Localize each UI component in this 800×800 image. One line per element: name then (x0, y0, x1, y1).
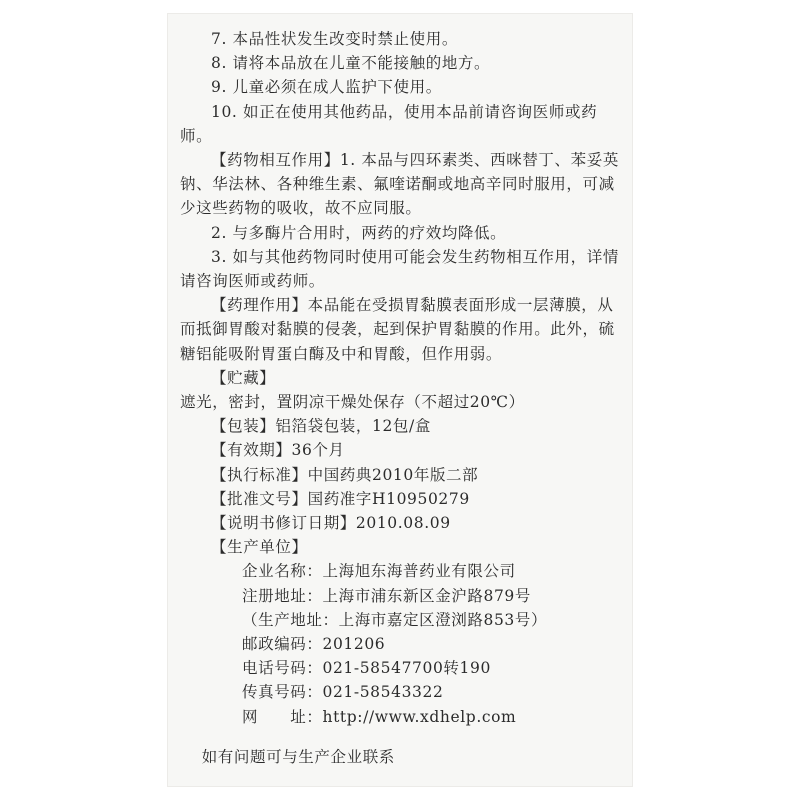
interactions-item-2: 2. 与多酶片合用时，两药的疗效均降低。 (211, 223, 507, 242)
company-name: 企业名称：上海旭东海普药业有限公司 (242, 562, 516, 581)
revision-text: 2010.08.09 (355, 514, 451, 533)
interactions-heading: 【药物相互作用】 (211, 151, 340, 170)
precaution-7: 7. 本品性状发生改变时禁止使用。 (211, 30, 458, 48)
packaging-heading: 【包装】 (211, 417, 276, 436)
pharmacology-text: 本品能在受损胃黏膜表面形成一层薄膜，从而抵御胃酸对黏膜的侵袭，起到保护胃黏膜的作用。此外，硫糖铝能吸附胃蛋白酶及中和胃酸，但作用弱。 (180, 296, 615, 363)
leaflet-text (180, 27, 620, 769)
contact-note: 如有问题可与生产企业联系 (201, 747, 395, 766)
registered-address: 注册地址：上海市浦东新区金沪路879号 (242, 586, 531, 605)
precaution-8: 8. 请将本品放在儿童不能接触的地方。 (211, 54, 491, 73)
standard-heading: 【执行标准】 (211, 465, 308, 484)
packaging-text: 铝箔袋包装，12包/盒 (275, 417, 431, 436)
approval-section (180, 487, 620, 511)
precaution-9: 9. 儿童必须在成人监护下使用。 (211, 78, 442, 97)
interactions-section (180, 148, 620, 221)
approval-text: 国药准字H10950279 (307, 489, 470, 508)
phone-number: 电话号码：021-58547700转190 (242, 659, 491, 678)
standard-section (180, 463, 620, 487)
interactions-item-3: 3. 如与其他药物同时使用可能会发生药物相互作用，详情请咨询医师或药师。 (180, 247, 619, 291)
approval-heading: 【批准文号】 (211, 489, 308, 508)
interactions-item-1: 1. 本品与四环素类、西咪替丁、苯妥英钠、华法林、各种维生素、氟喹诺酮或地高辛同时服用，可减少这些药物的吸收，故不应同服。 (180, 151, 619, 218)
storage-section (180, 366, 620, 414)
fax-number: 传真号码：021-58543322 (242, 683, 444, 702)
validity-text: 36个月 (291, 441, 345, 460)
postal-code: 邮政编码：201206 (242, 635, 386, 654)
revision-section (180, 511, 620, 535)
website: 网 址：http://www.xdhelp.com (242, 707, 517, 726)
pharmacology-section (180, 293, 620, 366)
manufacturer-heading: 【生产单位】 (211, 538, 308, 557)
storage-text: 遮光，密封，置阴凉干燥处保存（不超过20℃） (180, 393, 525, 412)
pharmacology-heading: 【药理作用】 (211, 296, 308, 315)
standard-text: 中国药典2010年版二部 (307, 465, 479, 484)
precaution-10: 10. 如正在使用其他药品，使用本品前请咨询医师或药师。 (180, 102, 598, 145)
storage-heading: 【贮藏】 (211, 368, 276, 387)
revision-heading: 【说明书修订日期】 (211, 514, 356, 533)
packaging-section (180, 414, 620, 438)
production-address: （生产地址：上海市嘉定区澄浏路853号） (242, 610, 548, 629)
validity-heading: 【有效期】 (211, 441, 292, 460)
validity-section (180, 438, 620, 462)
